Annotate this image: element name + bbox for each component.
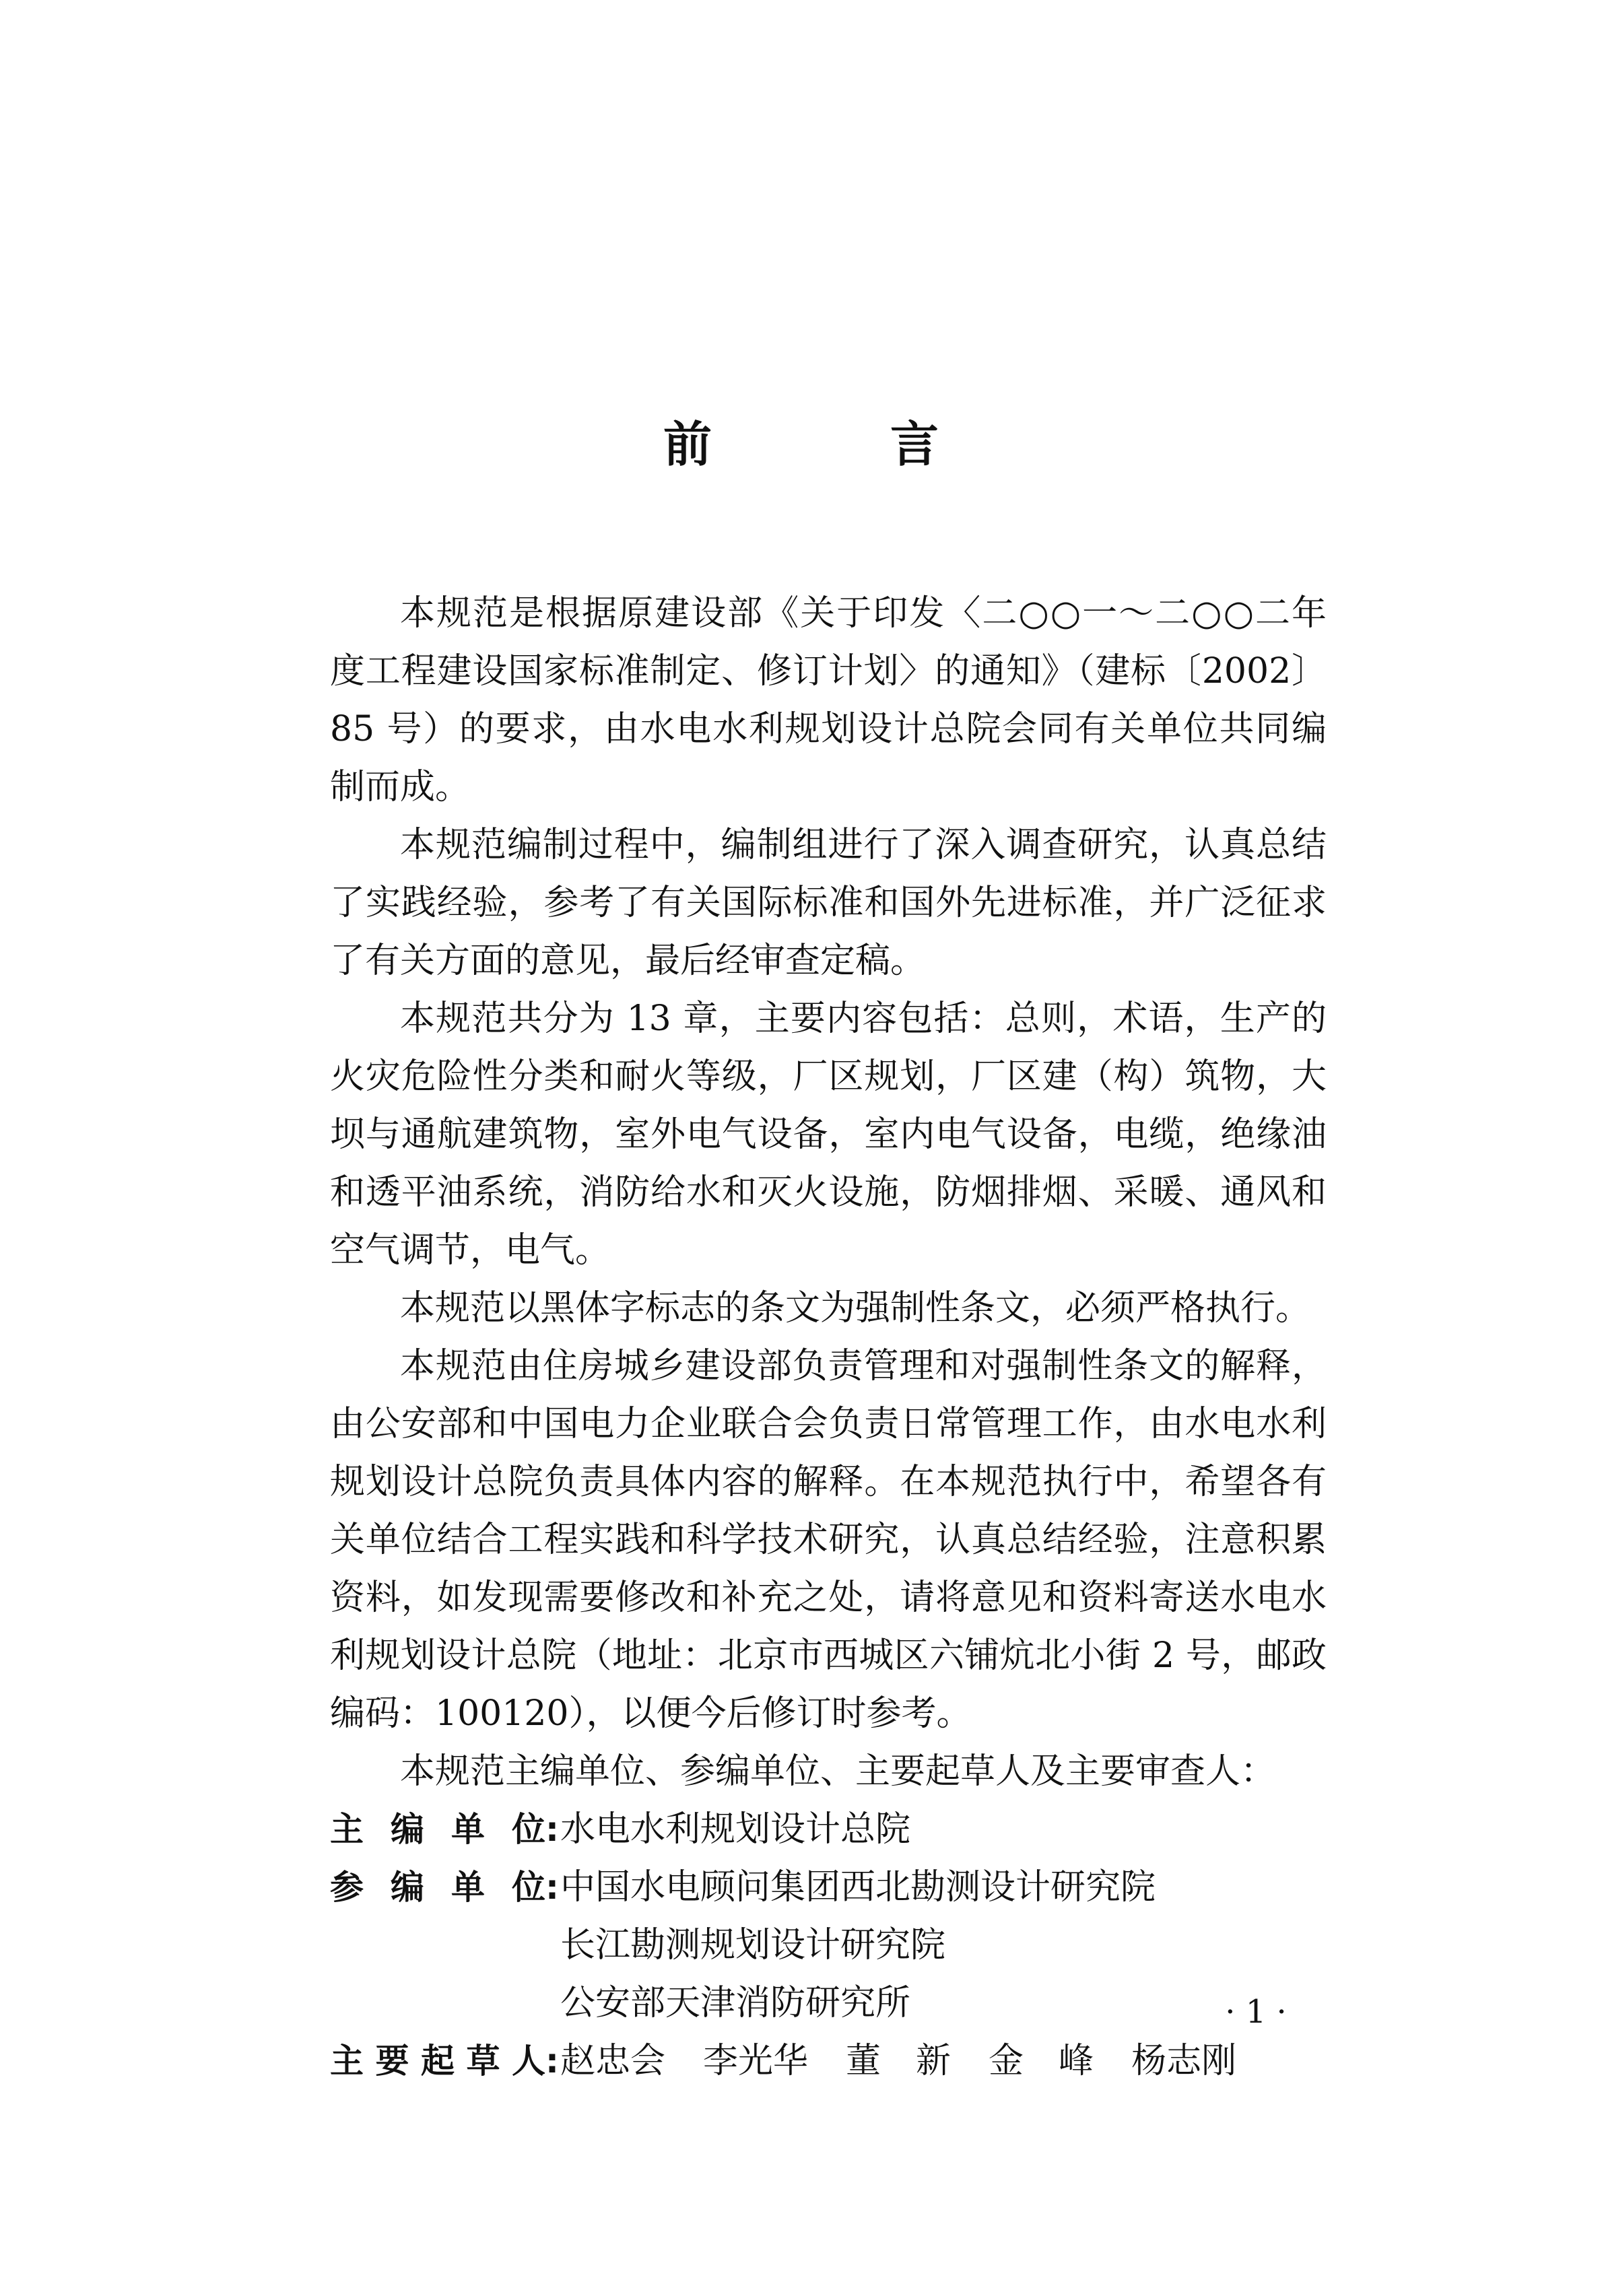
chief-unit-row [330,1800,1327,1858]
participating-units-row [330,1858,1327,2032]
units-list [330,1800,1327,2090]
page-title: 前 言 [663,416,1020,473]
drafter-name: 董 新 [846,2041,952,2081]
label-colon: : [545,1868,559,1907]
paragraph-contents: 本规范共分为 13 章，主要内容包括：总则，术语，生产的火灾危险性分类和耐火等级，厂区规划，厂区建（构）筑物，大坝与通航建筑物，室外电气设备，室内电气设备，电缆，绝缘油和透平油系统，消防给水和灭火设施，防烟排烟、采暖、通风和空气调节，电气。 [330,999,1327,1271]
participating-unit: 公安部天津消防研究所 [560,1983,911,2023]
participating-unit: 中国水电顾问集团西北勘测设计研究院 [560,1867,1156,1907]
chief-unit-values [560,1800,1327,1858]
drafter-name: 李光华 [703,2041,809,2081]
chief-unit-label: 主编单位 [330,1810,545,1849]
paragraph-management: 本规范由住房城乡建设部负责管理和对强制性条文的解释，由公安部和中国电力企业联合会负责日常管理工作，由水电水利规划设计总院负责具体内容的解释。在本规范执行中，希望各有关单位结合工程实践和科学技术研究，认真总结经验，注意积累资料，如发现需要修改和补充之处，请将意见和资料寄送水电水利规划设计总院（地址：北京市西城区六铺炕北小街 2 号，邮政编码：100120），以便今后修订时参考。 [330,1346,1327,1734]
label-colon: : [545,1810,559,1849]
page-number: · 1 · [1225,1993,1287,2031]
participating-units-label: 参编单位 [330,1868,545,1907]
label-colon: : [545,2041,559,2081]
main-drafters-names [560,2032,1327,2090]
preface-body [330,584,1327,2090]
paragraph-process: 本规范编制过程中，编制组进行了深入调查研究，认真总结了实践经验，参考了有关国际标准和国外先进标准，并广泛征求了有关方面的意见，最后经审查定稿。 [330,825,1327,981]
participating-unit: 长江勘测规划设计研究院 [560,1925,946,1965]
drafter-name: 杨志刚 [1131,2041,1237,2081]
main-drafters-label: 主要起草人 [330,2041,545,2081]
paragraph-mandatory: 本规范以黑体字标志的条文为强制性条文，必须严格执行。 [400,1288,1311,1328]
main-drafters-row [330,2032,1327,2090]
drafter-name: 金 峰 [989,2041,1094,2081]
chief-unit-value: 水电水利规划设计总院 [560,1809,911,1850]
paragraph-basis: 本规范是根据原建设部《关于印发〈二○○一～二○○二年度工程建设国家标准制定、修订计划〉的通知》（建标〔2002〕85 号）的要求，由水电水利规划设计总院会同有关单位共同编制而成。 [330,593,1327,807]
drafter-name: 赵忠会 [560,2041,666,2081]
paragraph-units-intro: 本规范主编单位、参编单位、主要起草人及主要审查人： [400,1751,1276,1792]
